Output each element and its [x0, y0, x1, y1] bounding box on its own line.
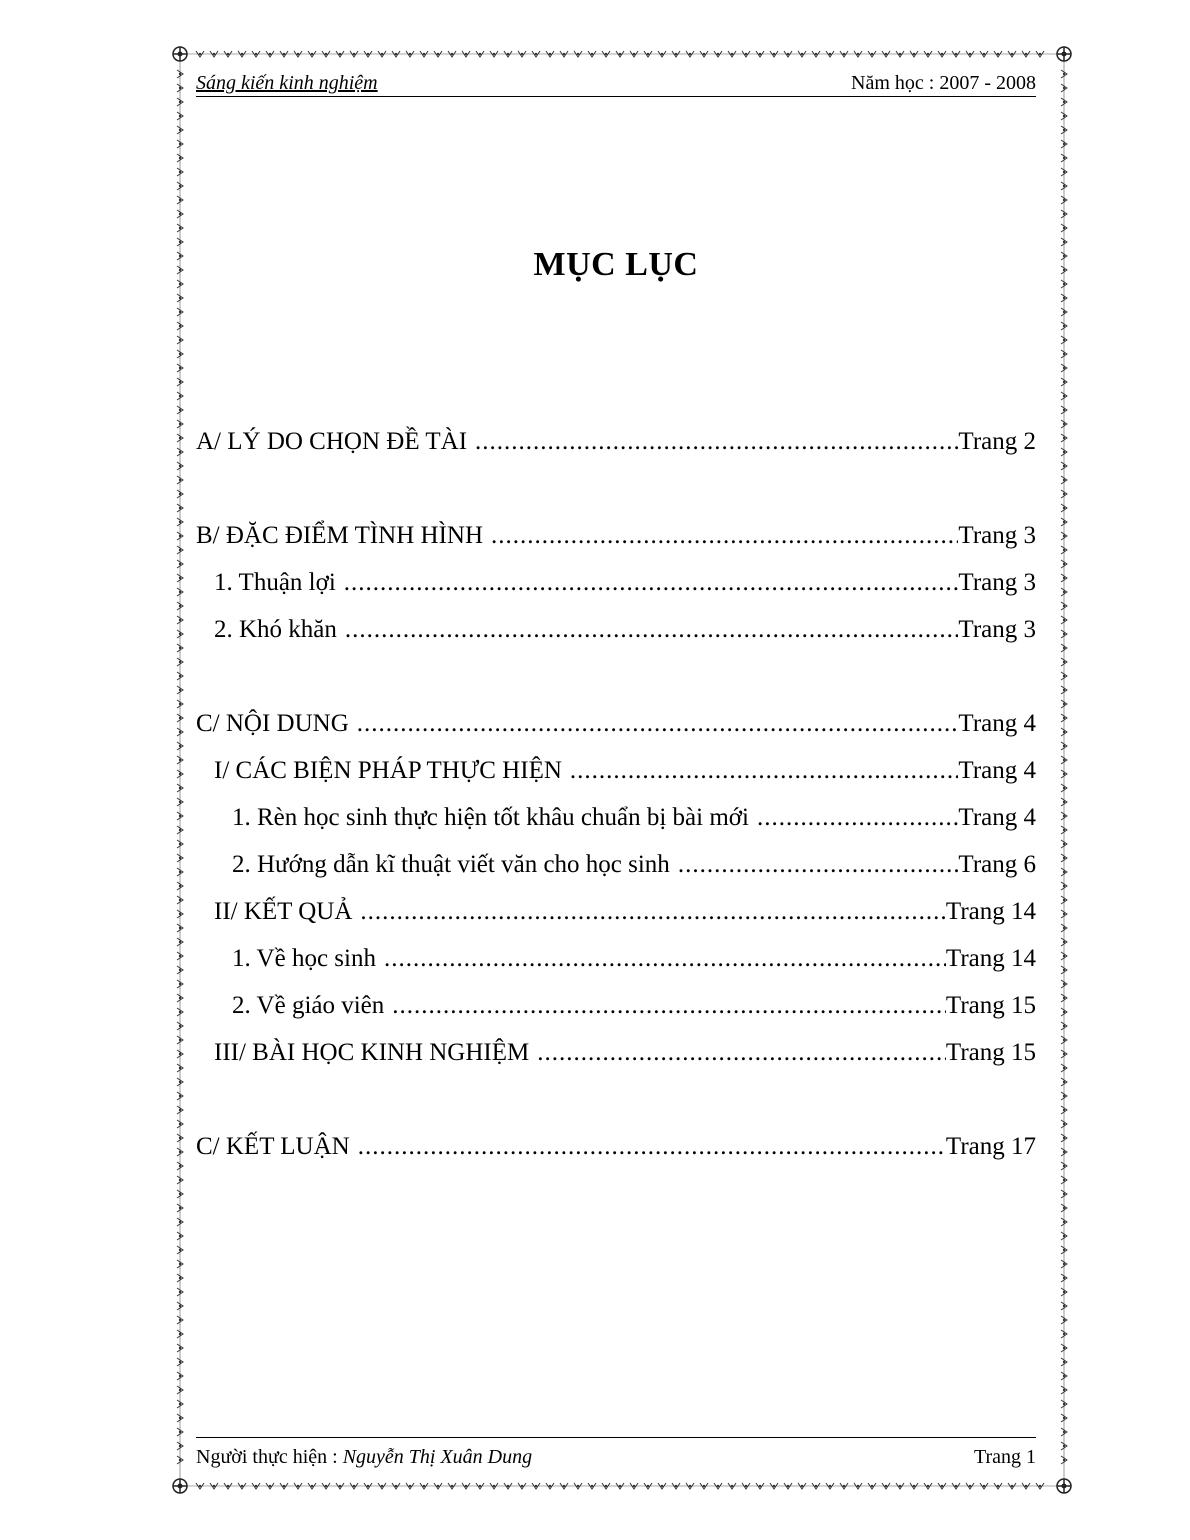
toc-entry	[196, 428, 1036, 460]
toc-dot-leader	[358, 1133, 946, 1161]
footer-page-number: Trang 1	[973, 1446, 1036, 1468]
page-title: MỤC LỤC	[533, 246, 699, 283]
toc-dot-leader	[491, 522, 958, 550]
footer-author-prefix: Người thực hiện :	[196, 1446, 343, 1468]
toc-dot-leader	[475, 428, 958, 456]
toc-entry-page: Trang 3	[958, 522, 1036, 549]
page-header	[196, 70, 1036, 97]
toc-entry	[196, 1133, 1036, 1165]
footer-author-line	[196, 1446, 532, 1469]
toc-dot-leader	[360, 898, 946, 926]
toc-dot-leader	[757, 804, 958, 832]
toc-entry-label: B/ ĐẶC ĐIỂM TÌNH HÌNH	[196, 522, 484, 549]
toc-entry-label: 2. Về giáo viên	[232, 992, 385, 1019]
toc-entry-page: Trang 4	[958, 757, 1036, 784]
toc-entry-label: C/ KẾT LUẬN	[196, 1133, 350, 1160]
toc-entry	[214, 1039, 1036, 1071]
toc-entry	[214, 898, 1036, 930]
toc-entry-page: Trang 3	[958, 569, 1036, 596]
toc-entry	[214, 616, 1036, 648]
toc-entry-label: 2. Hướng dẫn kĩ thuật viết văn cho học sinh	[232, 851, 670, 878]
toc-entry-label: 2. Khó khăn	[214, 616, 337, 643]
toc-entry	[196, 710, 1036, 742]
toc-entry-label: II/ KẾT QUẢ	[214, 898, 353, 925]
toc-dot-leader	[678, 851, 959, 879]
toc-dot-leader	[344, 569, 959, 597]
toc-entry-page: Trang 15	[945, 992, 1036, 1019]
toc-entry	[214, 757, 1036, 789]
toc-entry-label: I/ CÁC BIỆN PHÁP THỰC HIỆN	[214, 757, 562, 784]
toc-entry-page: Trang 17	[945, 1133, 1036, 1160]
toc-entry	[232, 851, 1036, 883]
toc-entry-page: Trang 14	[945, 898, 1036, 925]
toc-entry	[232, 992, 1036, 1024]
toc-entry-label: 1. Thuận lợi	[214, 569, 336, 596]
page-footer	[196, 1437, 1036, 1472]
toc-entry	[232, 945, 1036, 977]
toc-dot-leader	[345, 616, 959, 644]
toc-entry-page: Trang 3	[958, 616, 1036, 643]
toc-dot-leader	[384, 945, 946, 973]
footer-author-name: Nguyễn Thị Xuân Dung	[342, 1446, 533, 1468]
toc-entry-page: Trang 15	[945, 1039, 1036, 1066]
toc-dot-leader	[570, 757, 959, 785]
toc-entry-page: Trang 4	[958, 804, 1036, 831]
toc-entry-page: Trang 4	[958, 710, 1036, 737]
toc-dot-leader	[357, 710, 959, 738]
toc-entry	[196, 522, 1036, 554]
header-school-year: Năm học : 2007 - 2008	[851, 72, 1036, 94]
header-document-type: Sáng kiến kinh nghiệm	[196, 72, 378, 94]
toc-dot-leader	[537, 1039, 946, 1067]
toc-entry-page: Trang 6	[958, 851, 1036, 878]
toc-entry-page: Trang 2	[958, 428, 1036, 455]
toc-entry-label: III/ BÀI HỌC KINH NGHIỆM	[214, 1039, 530, 1066]
toc-entry-label: 1. Rèn học sinh thực hiện tốt khâu chuẩn bị bài mới	[232, 804, 749, 831]
toc-entry-label: 1. Về học sinh	[232, 945, 376, 972]
toc-dot-leader	[392, 992, 946, 1020]
toc-entry-label: A/ LÝ DO CHỌN ĐỀ TÀI	[196, 428, 468, 455]
toc-entry-page: Trang 14	[945, 945, 1036, 972]
toc-entry-label: C/ NỘI DUNG	[196, 710, 349, 737]
toc-entry	[232, 804, 1036, 836]
toc-entry	[214, 569, 1036, 601]
